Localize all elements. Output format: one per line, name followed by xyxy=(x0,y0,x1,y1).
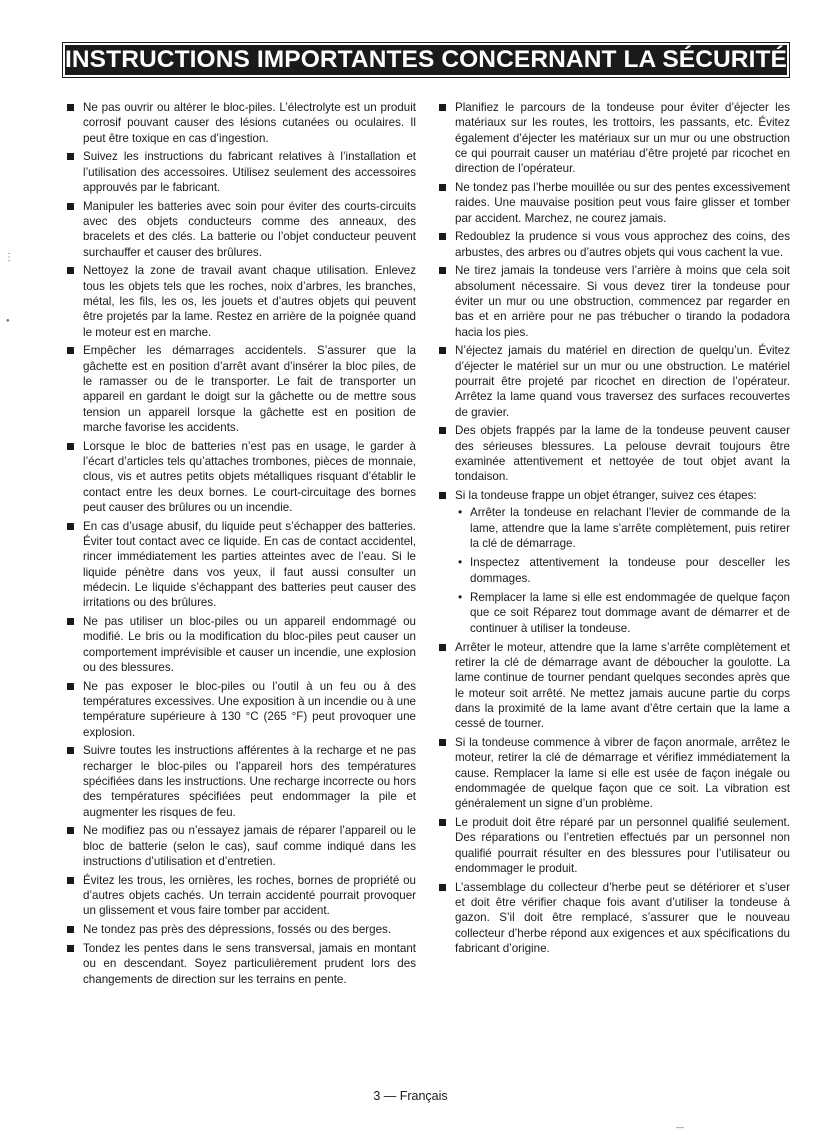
instruction-text: Empêcher les démarrages accidentels. S’assurer que la gâchette est en position d’arrêt avant d’insérer la bloc piles, de le ramasser ou de le transporter. Le fait de transporter un appareil en gardant le doigt sur la gâchette ou de mettre sous tension un appareil lorsque la gâchette est en position de marche favorise les accidents. xyxy=(83,344,416,434)
instruction-item xyxy=(438,229,790,260)
instruction-item xyxy=(438,343,790,419)
instruction-item xyxy=(66,263,416,339)
square-bullet-icon xyxy=(439,739,446,746)
instruction-item-foreign-object xyxy=(438,488,790,636)
right-column xyxy=(438,100,790,960)
square-bullet-icon xyxy=(67,945,74,952)
right-instruction-list xyxy=(438,100,790,956)
instruction-text: Ne modifiez pas ou n’essayez jamais de réparer l’appareil ou le bloc de batterie (selon le cas), sauf comme indiqué dans les instructions d’utilisation et d’entretien. xyxy=(83,824,416,868)
instruction-item xyxy=(66,100,416,146)
step-item xyxy=(455,555,790,586)
foreign-object-steps xyxy=(455,505,790,635)
square-bullet-icon xyxy=(67,747,74,754)
square-bullet-icon xyxy=(67,347,74,354)
instruction-text: Arrêter le moteur, attendre que la lame s’arrête complètement et retirer la clé de démarrage avant de déboucher la goulotte. La lame continue de tourner pendant quelques secondes après que le moteur soit arrêté. Ne mettez jamais aucune partie du corps dans la proximité de la lame avant d’être certain que la lame a cessé de tourner. xyxy=(455,640,790,731)
square-bullet-icon xyxy=(439,492,446,499)
scan-dash-mark: — xyxy=(676,1123,684,1132)
round-bullet-icon: • xyxy=(458,589,463,604)
instruction-text: Des objets frappés par la lame de la tondeuse peuvent causer des sérieuses blessures. La pelouse devrait toujours être examinée attentivement et nettoyée de tout objet avant la tondaison. xyxy=(455,424,790,484)
instruction-text: Ne tondez pas près des dépressions, fossés ou des berges. xyxy=(83,923,392,937)
instruction-item xyxy=(438,640,790,732)
instruction-text: Ne tondez pas l’herbe mouillée ou sur des pentes excessivement raides. Une mauvaise position peut vous faire glisser et tomber par accident. Marchez, ne courez jamais. xyxy=(455,180,790,225)
instruction-item xyxy=(438,180,790,226)
instruction-text: N’éjectez jamais du matériel en direction de quelqu’un. Évitez d’éjecter le matériel sur un mur ou une obstruction. Le matériel pourrait être projeté par ricochet en direction de l’opérateur. Arrêtez la lame quand vous traversez des surfaces recouvertes de gravier. xyxy=(455,344,790,419)
scan-dot-mark: ● xyxy=(6,318,10,324)
instruction-text: Nettoyez la zone de travail avant chaque utilisation. Enlevez tous les objets tels que les roches, noix d’arbres, les branches, métal, les fils, les os, les jouets et d’autres objets qui peuvent être projetés par la lame. Restez en arrière de la poignée quand le moteur est en marche. xyxy=(83,264,416,339)
round-bullet-icon: • xyxy=(458,555,463,570)
scan-speck-mark: ⋮ xyxy=(4,252,14,263)
instruction-text: Si la tondeuse commence à vibrer de façon anormale, arrêtez le moteur, retirer la clé de démarrage et vérifiez immédiatement la cause. Remplacer la lame si elle est usée de façon inégale ou endommagée de quelque façon que ce soit. La vibration est généralement un signe d’un problème. xyxy=(455,736,790,811)
instruction-item xyxy=(438,100,790,176)
instruction-text: Tondez les pentes dans le sens transversal, jamais en montant ou en descendant. Soyez particulièrement prudent lors des changements de direction sur les terrains en pente. xyxy=(83,941,416,986)
square-bullet-icon xyxy=(67,203,74,210)
instruction-item xyxy=(66,199,416,260)
square-bullet-icon xyxy=(67,267,74,274)
instruction-text: Ne pas ouvrir ou altérer le bloc-piles. L’électrolyte est un produit corrosif pouvant causer des lésions cutanées ou oculaires. Il peut être toxique en cas d’ingestion. xyxy=(83,101,416,145)
instruction-item xyxy=(66,439,416,515)
instruction-item xyxy=(66,343,416,435)
left-column xyxy=(66,100,416,990)
instruction-item xyxy=(66,149,416,195)
instruction-text: L’assemblage du collecteur d’herbe peut se détériorer et s’user et doit être vérifier chaque fois avant d’utiliser la tondeuse à gazon. S’il doit être remplacé, s’assurer que le nouveau collecteur d’herbe répond aux exigences et aux spécifications du fabricant d’origine. xyxy=(455,880,790,955)
instruction-item xyxy=(66,823,416,869)
square-bullet-icon xyxy=(67,618,74,625)
instruction-item xyxy=(66,614,416,675)
instruction-text: Suivez les instructions du fabricant relatives à l’installation et l’utilisation des accessoires. Utilisez seulement des accessoires approuvés par le fabricant. xyxy=(83,150,416,194)
square-bullet-icon xyxy=(439,347,446,354)
page-title: INSTRUCTIONS IMPORTANTES CONCERNANT LA SÉCURITÉ xyxy=(64,46,787,73)
instruction-item xyxy=(66,873,416,919)
instruction-text: Évitez les trous, les ornières, les roches, bornes de propriété ou d’autres objets cachés. Un terrain accidenté pourrait provoquer un glissement et vous faire tomber par accident. xyxy=(83,873,416,918)
instruction-item xyxy=(438,263,790,339)
square-bullet-icon xyxy=(439,104,446,111)
square-bullet-icon xyxy=(67,104,74,111)
square-bullet-icon xyxy=(67,683,74,690)
instruction-text: Suivre toutes les instructions afférentes à la recharge et ne pas recharger le bloc-piles ou l’appareil hors des températures spécifiées dans les instructions. Une recharge incorrecte ou hors des températures spécifiées peut endommager la pile et augmenter les risques de feu. xyxy=(83,744,416,819)
step-text: Arrêter la tondeuse en relachant l’levier de commande de la lame, attendre que la lame s’arrête complètement, puis retirer la clé de démarrage. xyxy=(470,506,790,551)
round-bullet-icon: • xyxy=(458,505,463,520)
instruction-text: Lorsque le bloc de batteries n’est pas en usage, le garder à l’écart d’articles tels qu’attaches trombones, pièces de monnaie, clous, vis et autres petits objets métalliques risquant d’établir le contact entre les deux bornes. Le court-circuitage des bornes peut causer des brûlures ou un incendie. xyxy=(83,439,416,514)
square-bullet-icon xyxy=(67,877,74,884)
instruction-text: Le produit doit être réparé par un personnel qualifié seulement. Des réparations ou l’entretien effectués par un personnel non qualifié pourrait résulter en des blessures pour l’utilisateur ou endommager le produit. xyxy=(455,816,790,875)
instruction-text: Manipuler les batteries avec soin pour éviter des courts-circuits avec des objets conducteurs comme des anneaux, des bracelets et des clés. La batterie ou l’objet conducteur peuvent surchauffer et causer des brûlures. xyxy=(83,199,416,259)
step-text: Inspectez attentivement la tondeuse pour desceller les dommages. xyxy=(470,556,790,585)
instruction-text: Redoublez la prudence si vous vous approchez des coins, des arbustes, des arbres ou d’autres objets qui vous cachent la vue. xyxy=(455,230,790,259)
instruction-item xyxy=(66,922,416,937)
instruction-item xyxy=(66,941,416,987)
instruction-item xyxy=(438,880,790,956)
left-instruction-list xyxy=(66,100,416,987)
square-bullet-icon xyxy=(67,443,74,450)
instruction-item xyxy=(438,815,790,876)
title-banner xyxy=(62,42,790,78)
square-bullet-icon xyxy=(439,427,446,434)
square-bullet-icon xyxy=(439,819,446,826)
instruction-text: En cas d’usage abusif, du liquide peut s’échapper des batteries. Éviter tout contact avec ce liquide. En cas de contact accidentel, rincer immédiatement les parties atteintes avec de l’eau. Si le liquide pénètre dans vos yeux, il faut aussi consulter un médecin. Le liquide s’échappant des batteries peut causer des irritations ou des brûlures. xyxy=(83,519,416,610)
square-bullet-icon xyxy=(67,523,74,530)
step-item xyxy=(455,590,790,636)
square-bullet-icon xyxy=(439,884,446,891)
square-bullet-icon xyxy=(439,267,446,274)
instruction-item xyxy=(66,519,416,611)
square-bullet-icon xyxy=(439,184,446,191)
step-item xyxy=(455,505,790,551)
instruction-item xyxy=(66,743,416,819)
step-text: Remplacer la lame si elle est endommagée de quelque façon que ce soit Réparez tout dommage avant de démarrer et de continuer à utiliser la tondeuse. xyxy=(470,590,790,635)
page-footer: 3 — Français xyxy=(373,1089,448,1103)
instruction-text: Ne pas utiliser un bloc-piles ou un appareil endommagé ou modifié. Le bris ou la modification du bloc-piles peut causer un comportement imprévisible et causer un incendie, une explosion ou des blessures. xyxy=(83,615,416,674)
instruction-item xyxy=(66,679,416,740)
instruction-text: Ne pas exposer le bloc-piles ou l’outil à un feu ou à des températures excessives. Une exposition à un incendie ou à une température supérieure à 130 °C (265 °F) peut provoquer une explosion. xyxy=(83,679,416,739)
square-bullet-icon xyxy=(67,827,74,834)
instruction-text: Planifiez le parcours de la tondeuse pour éviter d’éjecter les matériaux sur les routes, les trottoirs, les passants, etc. Évitez également d’éjecter les matériaux sur un mur ou une obstruction ce qui pourrait causer un matériau d’être projeté par ricochet en direction de l’opérateur. xyxy=(455,101,790,176)
instruction-item xyxy=(438,423,790,484)
square-bullet-icon xyxy=(439,233,446,240)
instruction-text: Si la tondeuse frappe un objet étranger, suivez ces étapes: xyxy=(455,489,757,503)
square-bullet-icon xyxy=(67,926,74,933)
square-bullet-icon xyxy=(439,644,446,651)
square-bullet-icon xyxy=(67,153,74,160)
instruction-item xyxy=(438,735,790,811)
instruction-text: Ne tirez jamais la tondeuse vers l’arrière à moins que cela soit absolument nécessaire. Si vous devez tirer la tondeuse pour éviter un mur ou une obstruction, commencez par regarder en bas et en arrière pour ne pas trébucher o tirando la podadora hacia los pies. xyxy=(455,264,790,339)
